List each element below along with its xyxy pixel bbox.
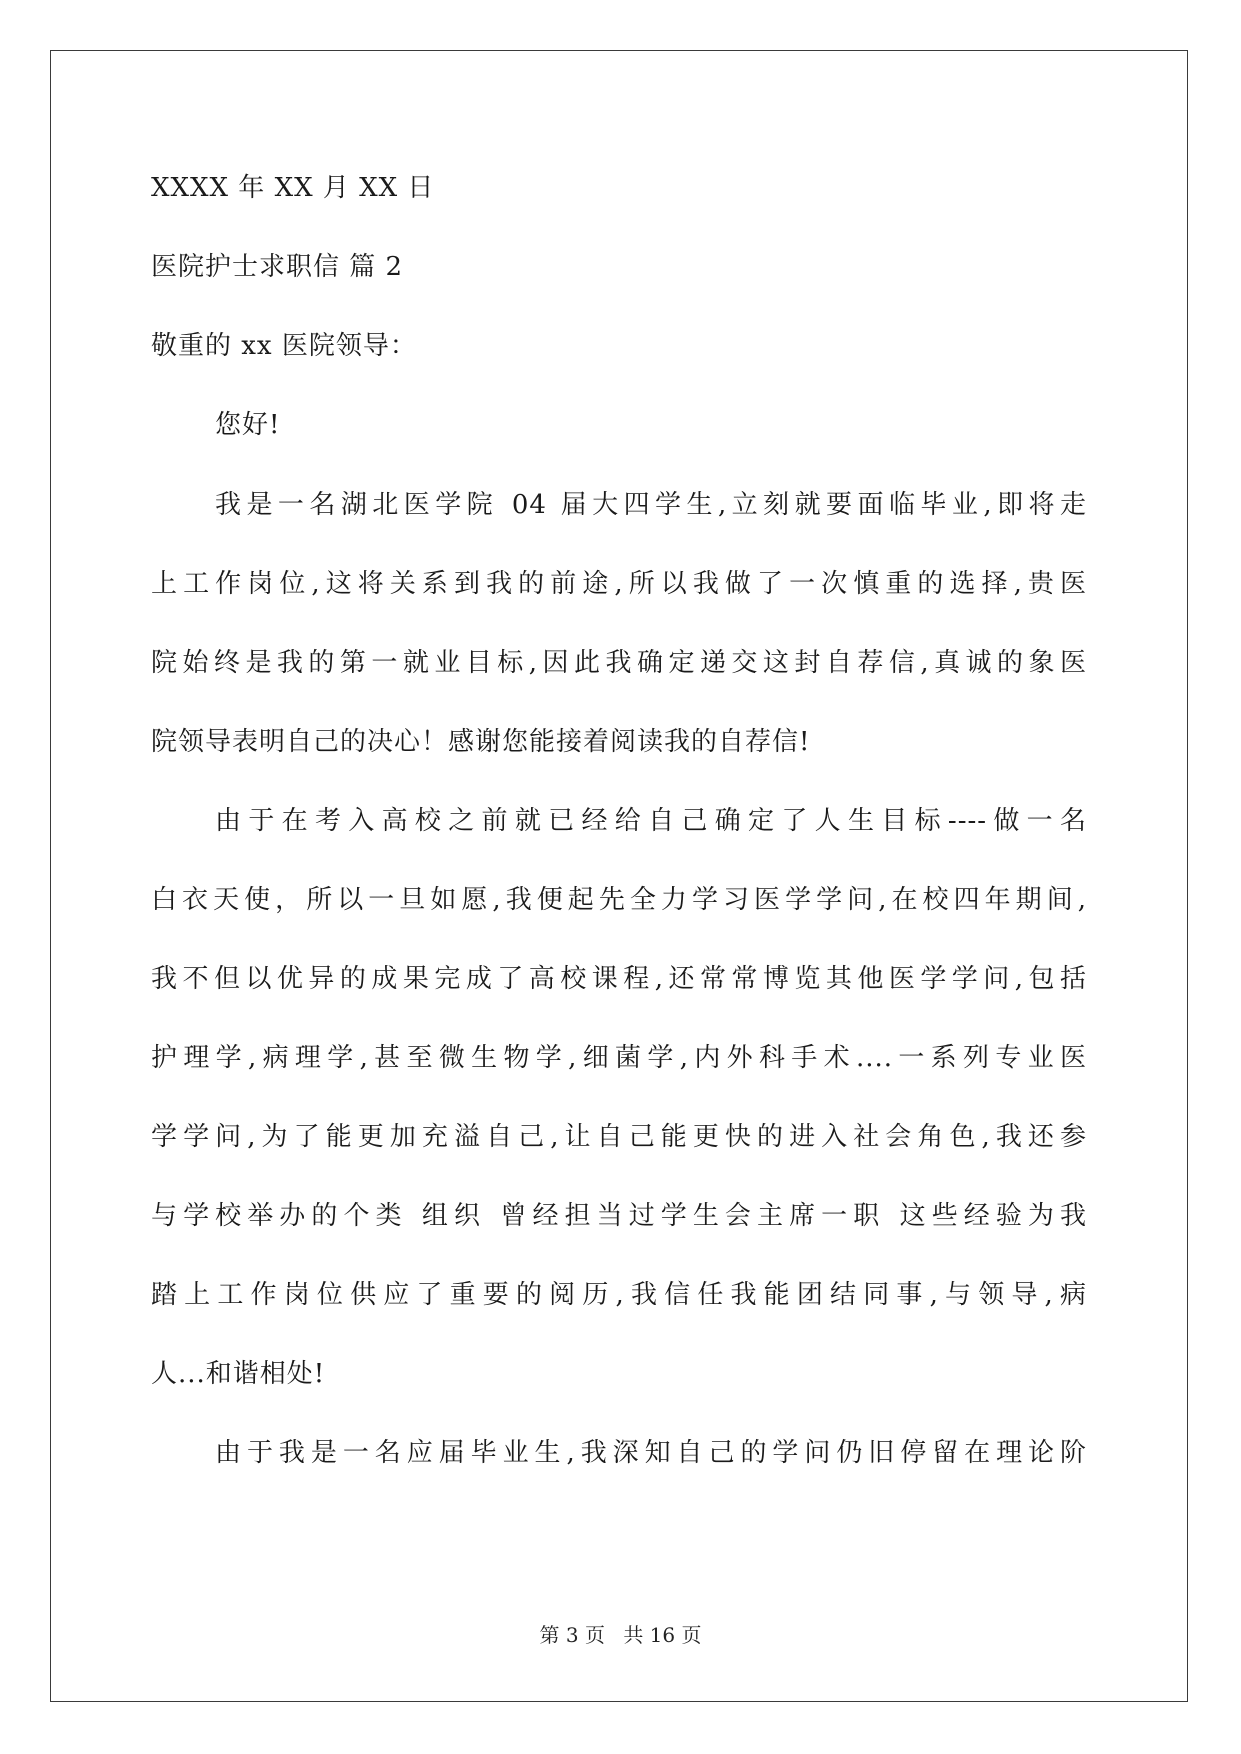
page-footer xyxy=(0,1619,1241,1648)
paragraph-line: 与学校举办的个类 组织 曾经担当过学生会主席一职 这些经验为我 xyxy=(151,1201,1087,1231)
paragraph-line: 学学问,为了能更加充溢自己,让自己能更快的进入社会角色,我还参 xyxy=(151,1122,1087,1152)
paragraph-line: 踏上工作岗位供应了重要的阅历,我信任我能团结同事,与领导,病 xyxy=(151,1280,1087,1310)
paragraph-line: 我是一名湖北医学院 04 届大四学生,立刻就要面临毕业,即将走 xyxy=(215,490,1087,520)
letter-salutation: 敬重的 xx 医院领导： xyxy=(151,331,417,361)
paragraph-2 xyxy=(151,801,1087,1394)
paragraph-3 xyxy=(151,1433,1087,1473)
paragraph-line: 由于在考入高校之前就已经给自己确定了人生目标----做一名 xyxy=(215,806,1087,836)
paragraph-line: 院领导表明自己的决心！感谢您能接着阅读我的自荐信! xyxy=(151,727,811,757)
paragraph-line: 我不但以优异的成果完成了高校课程,还常常博览其他医学学问,包括 xyxy=(151,964,1087,994)
paragraph-line: 白衣天使，所以一旦如愿,我便起先全力学习医学学问,在校四年期间, xyxy=(151,885,1087,915)
paragraph-line: 上工作岗位,这将关系到我的前途,所以我做了一次慎重的选择,贵医 xyxy=(151,569,1087,599)
letter-title: 医院护士求职信 篇 2 xyxy=(151,252,404,282)
paragraph-line: 院始终是我的第一就业目标,因此我确定递交这封自荐信,真诚的象医 xyxy=(151,648,1087,678)
letter-date: XXXX 年 XX 月 XX 日 xyxy=(151,173,435,203)
paragraph-1 xyxy=(151,485,1087,762)
page-number-current: 第 3 页 xyxy=(539,1623,605,1647)
paragraph-line: 护理学,病理学,甚至微生物学,细菌学,内外科手术....一系列专业医 xyxy=(151,1043,1087,1073)
paragraph-line: 由于我是一名应届毕业生,我深知自己的学问仍旧停留在理论阶 xyxy=(215,1438,1087,1468)
letter-greeting: 您好! xyxy=(215,410,281,440)
document-body xyxy=(151,168,1087,1512)
paragraph-line: 人...和谐相处! xyxy=(151,1359,326,1389)
page-number-total: 共 16 页 xyxy=(623,1623,702,1647)
